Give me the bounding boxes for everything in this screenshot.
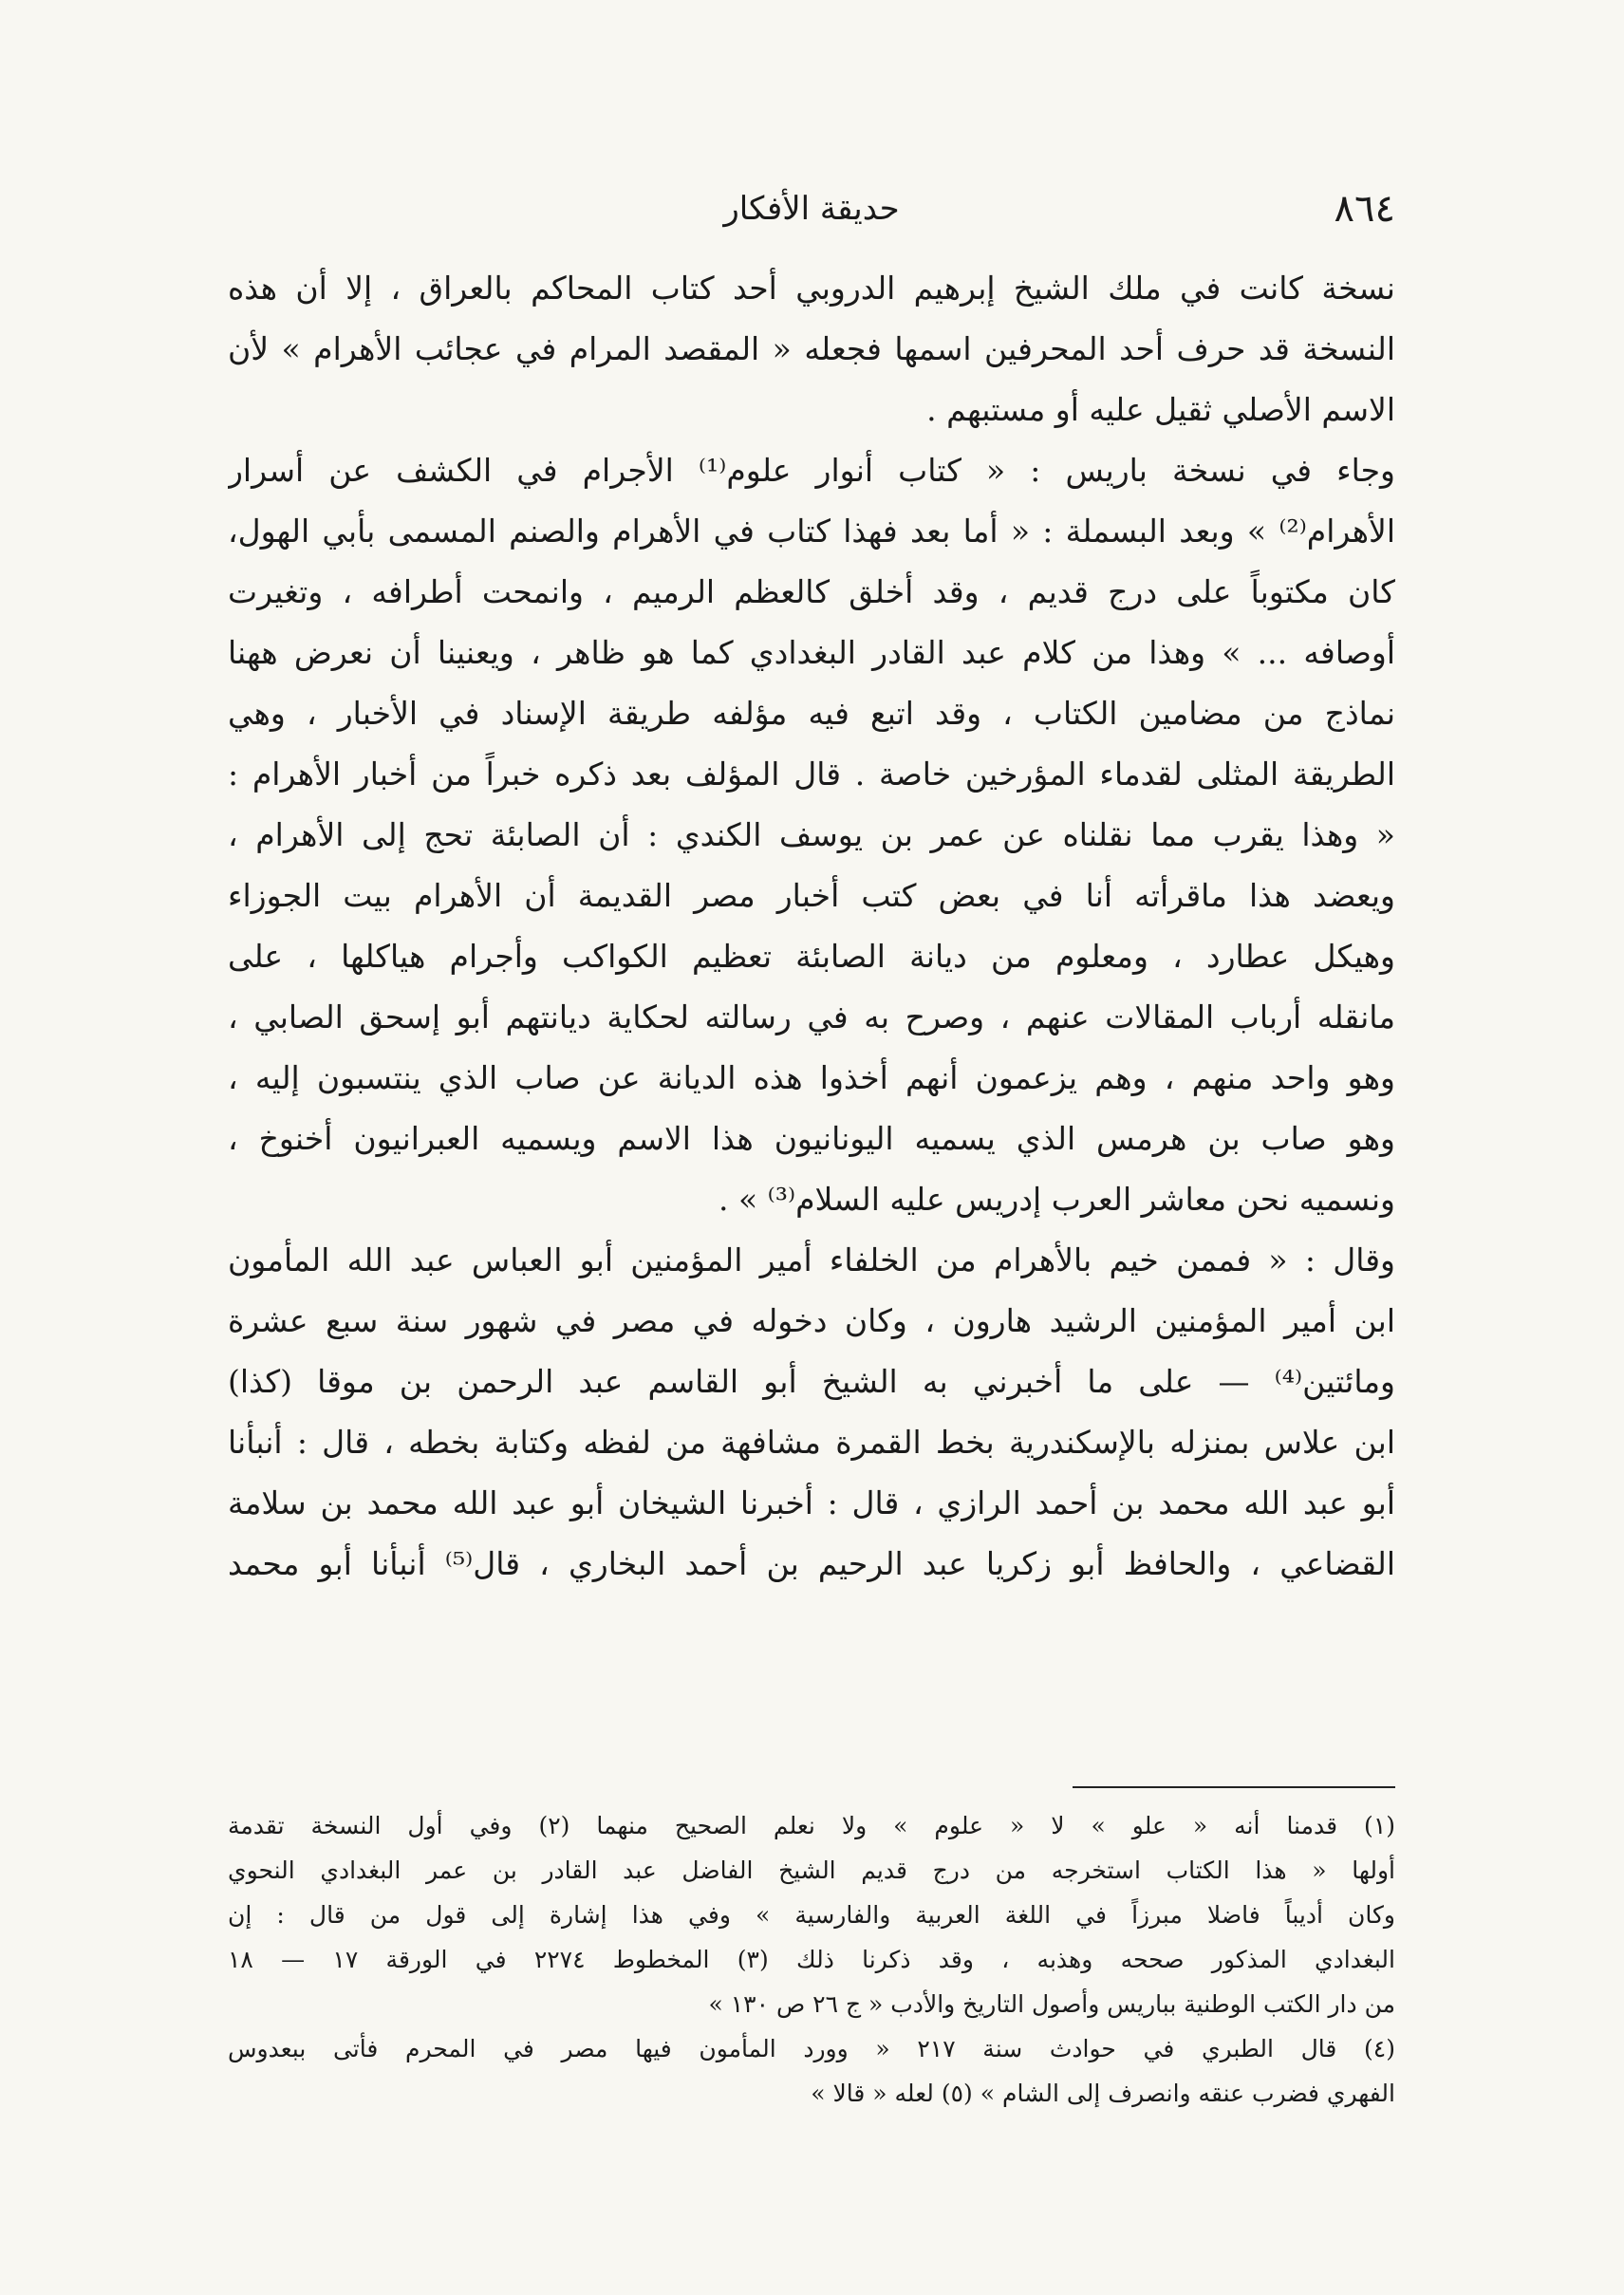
text-line: ومائتين⁽⁴⁾ — على ما أخبرني به الشيخ أبو القاسم عبد الرحمن بن موقا (كذا) [228, 1363, 1395, 1400]
text-line: الأهرام⁽²⁾ » وبعد البسملة : « أما بعد فهذا كتاب في الأهرام والصنم المسمى بأبي الهول، [228, 513, 1395, 550]
text-line: ابن أمير المؤمنين الرشيد هارون ، وكان دخوله في مصر في شهور سنة سبع عشرة [228, 1302, 1395, 1339]
footnote-line: من دار الكتب الوطنية بباريس وأصول التاريخ والأدب « ج ٢٦ ص ١٣٠ » [708, 1990, 1395, 2018]
text-line: الاسم الأصلي ثقيل عليه أو مستبهم . [926, 391, 1395, 428]
running-title: حديقة الأفكار [723, 190, 900, 228]
text-line: نماذج من مضامين الكتاب ، وقد اتبع فيه مؤلفه طريقة الإسناد في الأخبار ، وهي [228, 695, 1395, 732]
footnote-line: الفهري فضرب عنقه وانصرف إلى الشام » (٥) لعله « قالا » [811, 2080, 1395, 2107]
footnote-line: (٤) قال الطبري في حوادث سنة ٢١٧ « وورد المأمون فيها مصر في المحرم فأتى ببعدوس [228, 2035, 1395, 2062]
text-line: وهيكل عطارد ، ومعلوم من ديانة الصابئة تعظيم الكواكب وأجرام هياكلها ، على [228, 938, 1395, 975]
text-line: الطريقة المثلى لقدماء المؤرخين خاصة . قال المؤلف بعد ذكره خبراً من أخبار الأهرام : [228, 756, 1395, 793]
text-line: ابن علاس بمنزله بالإسكندرية بخط القمرة مشافهة من لفظه وكتابة بخطه ، قال : أنبأنا [228, 1424, 1395, 1461]
footnote-divider [1073, 1786, 1395, 1788]
text-line: نسخة كانت في ملك الشيخ إبرهيم الدروبي أحد كتاب المحاكم بالعراق ، إلا أن هذه [228, 270, 1395, 307]
text-line: ويعضد هذا ماقرأته أنا في بعض كتب أخبار مصر القديمة أن الأهرام بيت الجوزاء [228, 877, 1395, 914]
text-line: كان مكتوباً على درج قديم ، وقد أخلق كالعظم الرميم ، وانمحت أطرافه ، وتغيرت [228, 573, 1395, 610]
page-header [228, 180, 1395, 237]
text-line: أبو عبد الله محمد بن أحمد الرازي ، قال : أخبرنا الشيخان أبو عبد الله محمد بن سلامة [228, 1484, 1395, 1521]
footnote-line: أولها « هذا الكتاب استخرجه من درج قديم الشيخ الفاضل عبد القادر بن عمر البغدادي النحوي [228, 1857, 1395, 1884]
footnote-line: البغدادي المذكور صححه وهذبه ، وقد ذكرنا ذلك (٣) المخطوط ٢٢٧٤ في الورقة ١٧ — ١٨ [228, 1946, 1395, 1973]
text-line: وهو واحد منهم ، وهم يزعمون أنهم أخذوا هذه الديانة عن صاب الذي ينتسبون إليه ، [228, 1059, 1395, 1096]
text-line: ونسميه نحن معاشر العرب إدريس عليه السلام⁽³⁾ » . [719, 1181, 1395, 1218]
footnote-line: وكان أديباً فاضلا مبرزاً في اللغة العربية والفارسية » وفي هذا إشارة إلى قول من قال : إن [228, 1901, 1395, 1929]
page-number: ٨٦٤ [1334, 187, 1395, 231]
footnotes [228, 1803, 1395, 2116]
text-line: « وهذا يقرب مما نقلناه عن عمر بن يوسف الكندي : أن الصابئة تحج إلى الأهرام ، [228, 816, 1395, 853]
footnote-line: (١) قدمنا أنه « علو » لا « علوم » ولا نعلم الصحيح منهما (٢) وفي أول النسخة تقدمة [228, 1812, 1395, 1839]
text-line: وقال : « فممن خيم بالأهرام من الخلفاء أمير المؤمنين أبو العباس عبد الله المأمون [228, 1241, 1395, 1278]
text-line: وجاء في نسخة باريس : « كتاب أنوار علوم⁽¹⁾ الأجرام في الكشف عن أسرار [228, 452, 1395, 489]
text-line: النسخة قد حرف أحد المحرفين اسمها فجعله « المقصد المرام في عجائب الأهرام » لأن [228, 330, 1395, 367]
text-line: مانقله أرباب المقالات عنهم ، وصرح به في رسالته لحكاية ديانتهم أبو إسحق الصابي ، [228, 998, 1395, 1036]
text-line: القضاعي ، والحافظ أبو زكريا عبد الرحيم بن أحمد البخاري ، قال⁽⁵⁾ أنبأنا أبو محمد [228, 1545, 1395, 1582]
main-text [228, 258, 1395, 1595]
text-line: وهو صاب بن هرمس الذي يسميه اليونانيون هذا الاسم ويسميه العبرانيون أخنوخ ، [228, 1120, 1395, 1157]
text-line: أوصافه ... » وهذا من كلام عبد القادر البغدادي كما هو ظاهر ، ويعنينا أن نعرض ههنا [228, 634, 1395, 671]
